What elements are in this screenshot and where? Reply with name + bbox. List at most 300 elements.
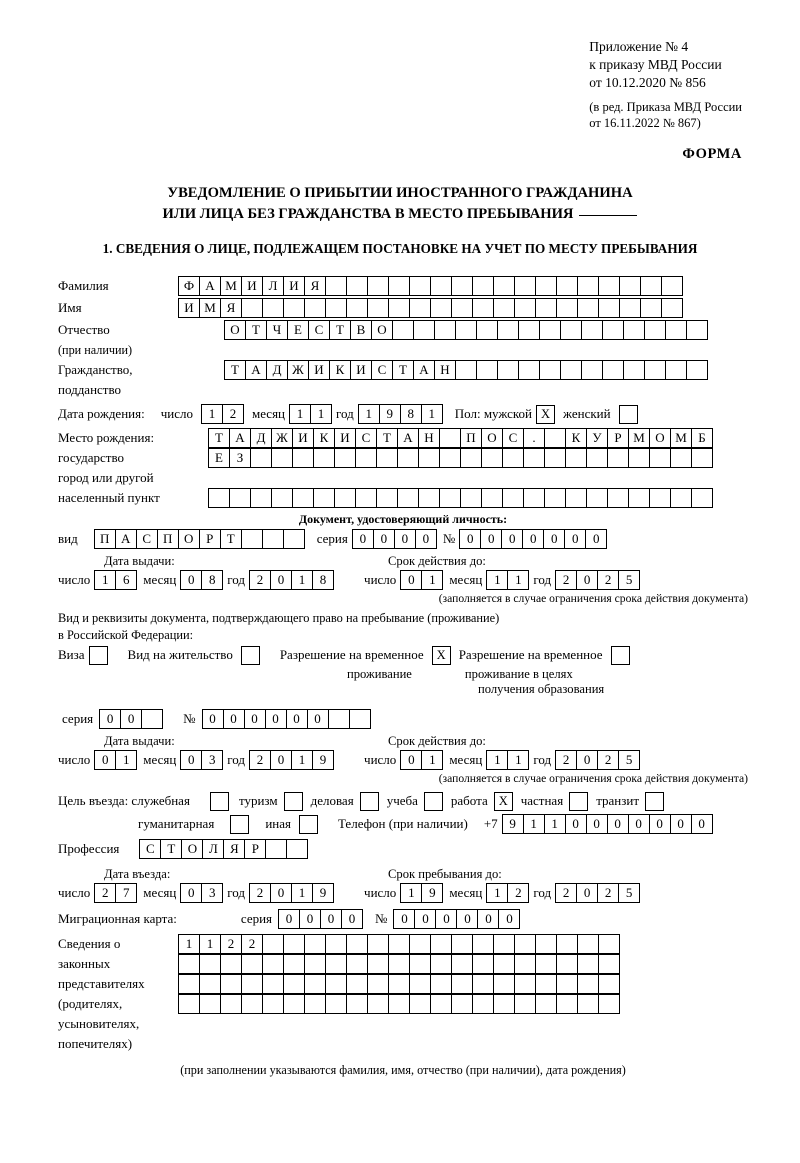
cell[interactable] (535, 974, 557, 994)
cell[interactable]: 0 (576, 750, 598, 770)
checkbox-tourism[interactable] (284, 792, 303, 811)
cell[interactable] (451, 994, 473, 1014)
cell[interactable]: 0 (400, 570, 422, 590)
cell[interactable]: И (292, 428, 314, 448)
cell[interactable]: П (460, 428, 482, 448)
cell[interactable] (313, 448, 335, 468)
cell[interactable]: 0 (564, 529, 586, 549)
stay-day-cells[interactable] (400, 883, 443, 903)
stay-month-cells[interactable] (486, 883, 529, 903)
cell[interactable] (434, 320, 456, 340)
cell[interactable]: 8 (201, 570, 223, 590)
cell[interactable] (607, 488, 629, 508)
cell[interactable] (619, 298, 641, 318)
cell[interactable]: Я (220, 298, 242, 318)
checkbox-edu-residence[interactable] (611, 646, 630, 665)
cell[interactable]: Д (266, 360, 288, 380)
cell[interactable] (355, 448, 377, 468)
cell[interactable] (598, 954, 620, 974)
checkbox-temp-residence[interactable]: X (432, 646, 451, 665)
cell[interactable] (598, 994, 620, 1014)
cell[interactable]: 0 (498, 909, 520, 929)
cell[interactable] (367, 954, 389, 974)
cell[interactable] (388, 934, 410, 954)
cell[interactable] (262, 974, 284, 994)
cell[interactable]: 0 (244, 709, 266, 729)
cell[interactable] (346, 994, 368, 1014)
cell[interactable]: М (628, 428, 650, 448)
cell[interactable] (241, 529, 263, 549)
permit-number-cells[interactable] (202, 709, 371, 729)
cell[interactable] (665, 360, 687, 380)
cell[interactable]: 2 (507, 883, 529, 903)
cell[interactable]: 2 (597, 750, 619, 770)
cell[interactable] (649, 448, 671, 468)
cell[interactable]: П (94, 529, 116, 549)
cell[interactable] (493, 934, 515, 954)
cell[interactable]: 0 (576, 883, 598, 903)
cell[interactable]: 1 (115, 750, 137, 770)
cell[interactable] (598, 298, 620, 318)
doc-issue-day-cells[interactable] (94, 570, 137, 590)
cell[interactable] (502, 448, 524, 468)
cell[interactable] (304, 298, 326, 318)
cell[interactable]: 1 (291, 750, 313, 770)
cell[interactable] (535, 276, 557, 296)
cell[interactable] (283, 994, 305, 1014)
cell[interactable] (577, 994, 599, 1014)
cell[interactable]: 0 (373, 529, 395, 549)
cell[interactable] (628, 488, 650, 508)
cell[interactable]: 3 (201, 883, 223, 903)
cell[interactable] (535, 298, 557, 318)
cell[interactable]: 0 (120, 709, 142, 729)
cell[interactable] (539, 320, 561, 340)
legal-rep-cells-1[interactable] (178, 934, 620, 954)
cell[interactable]: Т (329, 320, 351, 340)
cell[interactable] (560, 320, 582, 340)
checkbox-visa[interactable] (89, 646, 108, 665)
cell[interactable] (328, 709, 350, 729)
cell[interactable] (241, 954, 263, 974)
cell[interactable] (392, 320, 414, 340)
cell[interactable] (376, 448, 398, 468)
cell[interactable]: 0 (99, 709, 121, 729)
cell[interactable] (481, 488, 503, 508)
cell[interactable] (334, 448, 356, 468)
cell[interactable] (518, 360, 540, 380)
birth-month-cells[interactable] (289, 404, 332, 424)
cell[interactable]: С (355, 428, 377, 448)
permit-issue-year-cells[interactable] (249, 750, 334, 770)
cell[interactable]: 5 (618, 570, 640, 590)
cell[interactable]: 6 (115, 570, 137, 590)
birthplace-city-cells-1[interactable] (208, 448, 713, 468)
cell[interactable]: 1 (199, 934, 221, 954)
permit-series-cells[interactable] (99, 709, 163, 729)
cell[interactable]: А (229, 428, 251, 448)
cell[interactable]: 2 (555, 750, 577, 770)
cell[interactable]: 2 (220, 934, 242, 954)
cell[interactable] (556, 954, 578, 974)
cell[interactable] (686, 320, 708, 340)
cell[interactable] (640, 298, 662, 318)
cell[interactable] (451, 298, 473, 318)
cell[interactable]: И (334, 428, 356, 448)
cell[interactable] (262, 298, 284, 318)
cell[interactable] (661, 276, 683, 296)
cell[interactable] (514, 994, 536, 1014)
cell[interactable] (397, 488, 419, 508)
cell[interactable] (514, 934, 536, 954)
cell[interactable] (472, 934, 494, 954)
cell[interactable] (493, 276, 515, 296)
cell[interactable]: 0 (477, 909, 499, 929)
cell[interactable] (262, 954, 284, 974)
cell[interactable]: 9 (379, 404, 401, 424)
cell[interactable]: 1 (400, 883, 422, 903)
legal-rep-cells-2[interactable] (178, 954, 620, 974)
cell[interactable]: З (229, 448, 251, 468)
cell[interactable]: 2 (222, 404, 244, 424)
cell[interactable] (265, 839, 287, 859)
cell[interactable] (430, 954, 452, 974)
cell[interactable] (241, 298, 263, 318)
cell[interactable] (577, 954, 599, 974)
cell[interactable] (493, 298, 515, 318)
cell[interactable] (334, 488, 356, 508)
cell[interactable] (523, 448, 545, 468)
birth-day-cells[interactable] (201, 404, 244, 424)
cell[interactable] (497, 360, 519, 380)
cell[interactable] (313, 488, 335, 508)
cell[interactable] (286, 839, 308, 859)
doc-issue-year-cells[interactable] (249, 570, 334, 590)
cell[interactable] (598, 974, 620, 994)
cell[interactable] (670, 448, 692, 468)
cell[interactable] (556, 994, 578, 1014)
cell[interactable]: И (178, 298, 200, 318)
cell[interactable] (376, 488, 398, 508)
cell[interactable] (325, 934, 347, 954)
cell[interactable] (623, 320, 645, 340)
cell[interactable] (199, 974, 221, 994)
cell[interactable] (628, 448, 650, 468)
cell[interactable] (472, 974, 494, 994)
cell[interactable]: 0 (299, 909, 321, 929)
cell[interactable]: 3 (201, 750, 223, 770)
citizenship-cells[interactable] (224, 360, 708, 380)
cell[interactable] (141, 709, 163, 729)
phone-cells[interactable] (502, 814, 713, 834)
cell[interactable] (544, 448, 566, 468)
cell[interactable]: 1 (507, 750, 529, 770)
cell[interactable] (292, 448, 314, 468)
doc-series-cells[interactable] (352, 529, 437, 549)
cell[interactable]: К (565, 428, 587, 448)
cell[interactable]: 0 (435, 909, 457, 929)
cell[interactable] (472, 276, 494, 296)
cell[interactable]: Р (607, 428, 629, 448)
cell[interactable] (241, 974, 263, 994)
cell[interactable] (577, 934, 599, 954)
cell[interactable] (472, 994, 494, 1014)
cell[interactable]: . (523, 428, 545, 448)
cell[interactable]: 0 (543, 529, 565, 549)
cell[interactable]: 9 (502, 814, 524, 834)
cell[interactable]: 1 (310, 404, 332, 424)
cell[interactable] (388, 298, 410, 318)
cell[interactable]: А (397, 428, 419, 448)
name-cells[interactable] (178, 298, 683, 318)
cell[interactable] (514, 974, 536, 994)
cell[interactable]: Ж (287, 360, 309, 380)
cell[interactable]: 0 (278, 909, 300, 929)
cell[interactable] (472, 954, 494, 974)
cell[interactable] (325, 994, 347, 1014)
cell[interactable] (451, 974, 473, 994)
cell[interactable]: О (178, 529, 200, 549)
cell[interactable]: А (199, 276, 221, 296)
cell[interactable] (220, 954, 242, 974)
checkbox-business[interactable] (360, 792, 379, 811)
cell[interactable] (367, 934, 389, 954)
cell[interactable] (283, 974, 305, 994)
cell[interactable] (686, 360, 708, 380)
cell[interactable]: Я (304, 276, 326, 296)
cell[interactable] (691, 488, 713, 508)
cell[interactable] (649, 488, 671, 508)
cell[interactable]: О (649, 428, 671, 448)
cell[interactable]: 0 (286, 709, 308, 729)
checkbox-humanitarian[interactable] (230, 815, 249, 834)
cell[interactable] (514, 276, 536, 296)
cell[interactable] (581, 320, 603, 340)
checkbox-female[interactable] (619, 405, 638, 424)
surname-cells[interactable] (178, 276, 683, 296)
cell[interactable] (262, 994, 284, 1014)
cell[interactable] (292, 488, 314, 508)
cell[interactable]: О (224, 320, 246, 340)
cell[interactable]: В (350, 320, 372, 340)
cell[interactable]: П (157, 529, 179, 549)
cell[interactable] (518, 320, 540, 340)
cell[interactable] (304, 974, 326, 994)
cell[interactable]: Е (287, 320, 309, 340)
cell[interactable]: Т (208, 428, 230, 448)
cell[interactable] (409, 974, 431, 994)
cell[interactable]: 0 (670, 814, 692, 834)
cell[interactable] (577, 298, 599, 318)
cell[interactable]: Н (418, 428, 440, 448)
cell[interactable] (581, 360, 603, 380)
cell[interactable] (409, 954, 431, 974)
checkbox-other[interactable] (299, 815, 318, 834)
permit-valid-year-cells[interactable] (555, 750, 640, 770)
cell[interactable]: С (502, 428, 524, 448)
cell[interactable]: 2 (597, 570, 619, 590)
cell[interactable]: 1 (507, 570, 529, 590)
cell[interactable] (178, 954, 200, 974)
cell[interactable] (556, 934, 578, 954)
cell[interactable]: М (199, 298, 221, 318)
cell[interactable] (514, 298, 536, 318)
cell[interactable]: 0 (522, 529, 544, 549)
cell[interactable]: 2 (241, 934, 263, 954)
cell[interactable]: 1 (291, 883, 313, 903)
cell[interactable] (325, 974, 347, 994)
cell[interactable] (418, 488, 440, 508)
cell[interactable]: О (181, 839, 203, 859)
mig-series-cells[interactable] (278, 909, 363, 929)
cell[interactable]: 0 (393, 909, 415, 929)
cell[interactable]: У (586, 428, 608, 448)
cell[interactable]: 0 (480, 529, 502, 549)
cell[interactable]: Н (434, 360, 456, 380)
cell[interactable] (523, 488, 545, 508)
cell[interactable] (418, 448, 440, 468)
cell[interactable]: 0 (341, 909, 363, 929)
cell[interactable]: А (115, 529, 137, 549)
legal-rep-cells-3[interactable] (178, 974, 620, 994)
cell[interactable] (250, 488, 272, 508)
cell[interactable] (199, 954, 221, 974)
cell[interactable] (502, 488, 524, 508)
cell[interactable] (271, 448, 293, 468)
cell[interactable] (493, 994, 515, 1014)
doc-issue-month-cells[interactable] (180, 570, 223, 590)
cell[interactable] (539, 360, 561, 380)
cell[interactable]: 1 (94, 570, 116, 590)
cell[interactable]: Д (250, 428, 272, 448)
cell[interactable] (665, 320, 687, 340)
cell[interactable]: 1 (358, 404, 380, 424)
cell[interactable] (586, 488, 608, 508)
cell[interactable] (476, 360, 498, 380)
cell[interactable]: И (283, 276, 305, 296)
cell[interactable]: 0 (456, 909, 478, 929)
permit-valid-day-cells[interactable] (400, 750, 443, 770)
cell[interactable]: 1 (486, 883, 508, 903)
cell[interactable] (560, 360, 582, 380)
cell[interactable] (262, 934, 284, 954)
cell[interactable] (577, 974, 599, 994)
cell[interactable] (430, 994, 452, 1014)
cell[interactable] (556, 276, 578, 296)
cell[interactable] (556, 298, 578, 318)
cell[interactable] (367, 974, 389, 994)
cell[interactable] (460, 488, 482, 508)
cell[interactable] (178, 994, 200, 1014)
cell[interactable] (598, 276, 620, 296)
cell[interactable]: Т (245, 320, 267, 340)
cell[interactable] (409, 276, 431, 296)
cell[interactable] (346, 276, 368, 296)
cell[interactable] (413, 320, 435, 340)
cell[interactable] (430, 276, 452, 296)
cell[interactable]: 5 (618, 883, 640, 903)
cell[interactable]: Р (244, 839, 266, 859)
cell[interactable] (349, 709, 371, 729)
cell[interactable] (304, 994, 326, 1014)
cell[interactable] (644, 320, 666, 340)
cell[interactable] (661, 298, 683, 318)
cell[interactable]: 0 (180, 750, 202, 770)
cell[interactable]: 1 (544, 814, 566, 834)
cell[interactable] (409, 994, 431, 1014)
mig-number-cells[interactable] (393, 909, 520, 929)
cell[interactable] (544, 488, 566, 508)
cell[interactable] (493, 974, 515, 994)
cell[interactable]: 2 (94, 883, 116, 903)
cell[interactable]: 1 (201, 404, 223, 424)
cell[interactable]: 0 (270, 750, 292, 770)
cell[interactable] (455, 320, 477, 340)
cell[interactable]: 9 (312, 883, 334, 903)
cell[interactable] (220, 974, 242, 994)
cell[interactable] (346, 974, 368, 994)
cell[interactable] (241, 994, 263, 1014)
cell[interactable]: О (481, 428, 503, 448)
checkbox-study[interactable] (424, 792, 443, 811)
cell[interactable]: 0 (628, 814, 650, 834)
cell[interactable] (607, 448, 629, 468)
cell[interactable]: 0 (586, 814, 608, 834)
cell[interactable]: 0 (223, 709, 245, 729)
birth-year-cells[interactable] (358, 404, 443, 424)
cell[interactable] (455, 360, 477, 380)
cell[interactable] (430, 298, 452, 318)
birthplace-city-cells-2[interactable] (208, 488, 713, 508)
cell[interactable]: 0 (394, 529, 416, 549)
cell[interactable]: Я (223, 839, 245, 859)
cell[interactable]: А (245, 360, 267, 380)
cell[interactable]: К (329, 360, 351, 380)
profession-cells[interactable] (139, 839, 308, 859)
cell[interactable]: 0 (265, 709, 287, 729)
stay-year-cells[interactable] (555, 883, 640, 903)
cell[interactable]: 1 (421, 750, 443, 770)
cell[interactable]: Б (691, 428, 713, 448)
cell[interactable] (451, 954, 473, 974)
cell[interactable] (388, 954, 410, 974)
cell[interactable]: 0 (352, 529, 374, 549)
permit-valid-month-cells[interactable] (486, 750, 529, 770)
cell[interactable] (388, 994, 410, 1014)
cell[interactable]: 2 (249, 883, 271, 903)
cell[interactable]: Т (376, 428, 398, 448)
cell[interactable] (691, 448, 713, 468)
cell[interactable] (208, 488, 230, 508)
cell[interactable]: М (670, 428, 692, 448)
cell[interactable] (283, 934, 305, 954)
cell[interactable]: 7 (115, 883, 137, 903)
cell[interactable]: 0 (565, 814, 587, 834)
legal-rep-cells-4[interactable] (178, 994, 620, 1014)
cell[interactable]: 0 (585, 529, 607, 549)
cell[interactable]: 0 (459, 529, 481, 549)
cell[interactable]: Т (160, 839, 182, 859)
cell[interactable] (367, 994, 389, 1014)
cell[interactable]: 2 (555, 883, 577, 903)
cell[interactable] (586, 448, 608, 468)
cell[interactable] (544, 428, 566, 448)
cell[interactable] (535, 954, 557, 974)
cell[interactable]: 0 (414, 909, 436, 929)
doc-valid-year-cells[interactable] (555, 570, 640, 590)
cell[interactable]: 0 (501, 529, 523, 549)
cell[interactable]: Л (202, 839, 224, 859)
